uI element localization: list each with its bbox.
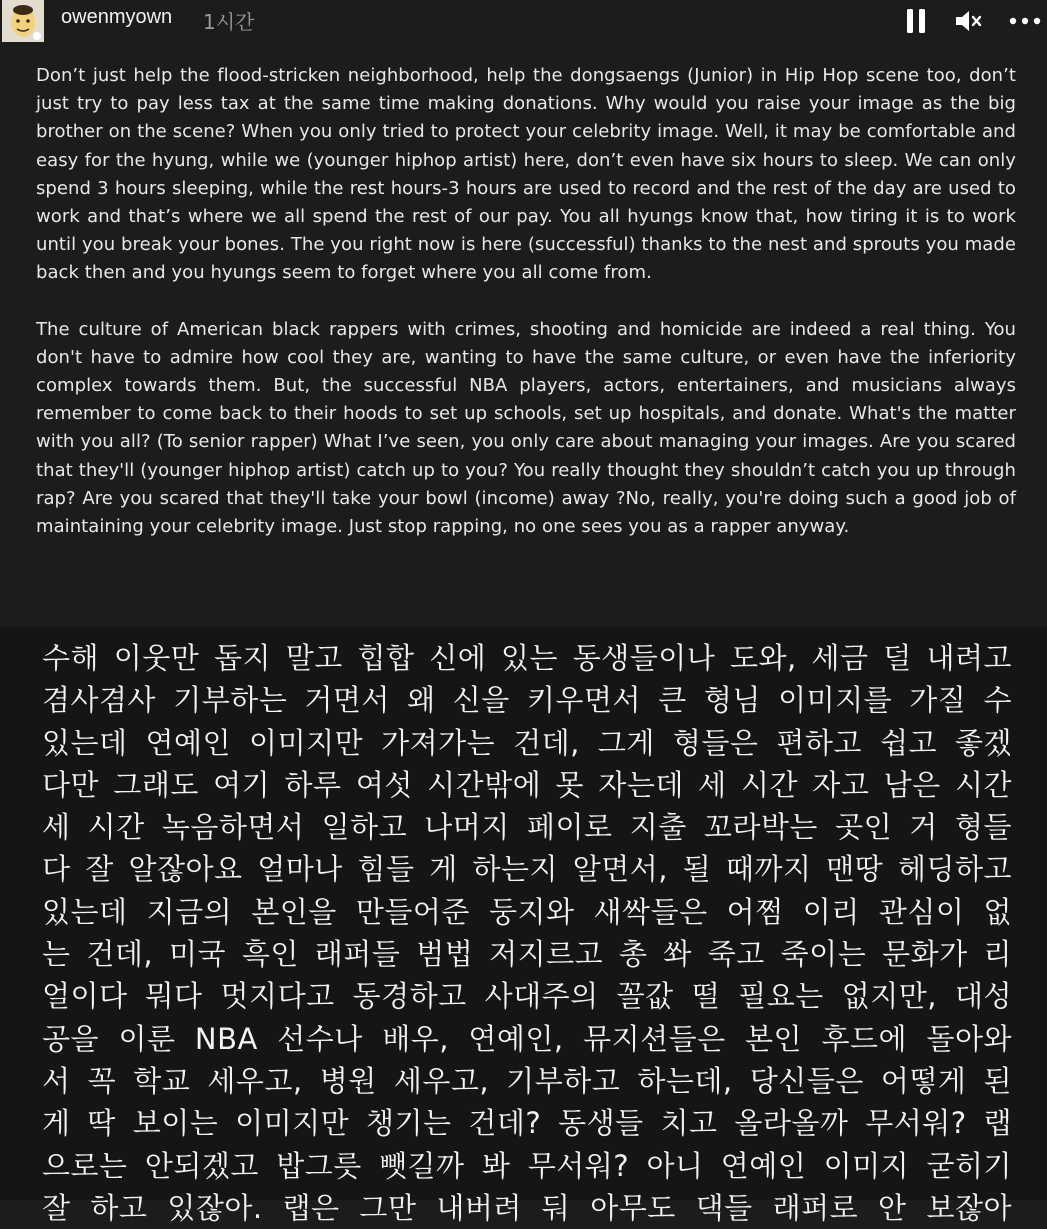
story-line: 공을 이룬 NBA 선수나 배우, 연예인, 뮤지션들은 본인 후드에 돌아와 <box>42 1021 1012 1056</box>
timestamp: 1시간 <box>203 10 255 34</box>
story-line: 있는데 연예인 이미지만 가져가는 건데, 그게 형들은 편하고 쉽고 좋겠 <box>42 725 1012 760</box>
story-line: 으로는 안되겠고 밥그릇 뺏길까 봐 무서워? 아니 연예인 이미지 굳히기 <box>42 1148 1012 1183</box>
speaker-muted-icon <box>953 6 983 36</box>
more-button[interactable] <box>1007 6 1043 36</box>
story-line: 다 잘 알잖아요 얼마나 힘들 게 하는지 알면서, 될 때까지 맨땅 헤딩하고 <box>42 852 1012 887</box>
mute-button[interactable] <box>953 6 983 36</box>
story-header <box>0 0 1047 44</box>
story-line: 얼이다 뭐다 멋지다고 동경하고 사대주의 꼴값 떨 필요는 없지만, 대성 <box>42 979 1012 1014</box>
story-line: 세 시간 녹음하면서 일하고 나머지 페이로 지출 꼬라박는 곳인 거 형들 <box>42 810 1012 845</box>
avatar-face-icon <box>2 0 44 42</box>
caption-paragraph: The culture of American black rappers with crimes, shooting and homicide are indeed a real thing. You don't have to admire how cool they are, wanting to have the same culture, or even have the inferiority complex towards them. But, the successful NBA players, actors, entertainers, and musicians always remember to come back to their hoods to set up schools, set up hospitals, and donate. What's the matter with you all? (To senior rapper) What I’ve seen, you only care about managing your images. Are you scared that they'll (younger hiphop artist) catch up to you? You really thought they shouldn’t catch you up through rap? Are you scared that they'll take your bowl (income) away ?No, really, you're doing such a good job of maintaining your celebrity image. Just stop rapping, no one sees you as a rapper anyway. <box>36 318 1016 538</box>
story-line: 다만 그래도 여기 하루 여섯 시간밖에 못 자는데 세 시간 자고 남은 시간 <box>42 767 1012 802</box>
story-line: 는 건데, 미국 흑인 래퍼들 범법 저지르고 총 쏴 죽고 죽이는 문화가 리 <box>42 937 1012 972</box>
story-line: 겸사겸사 기부하는 거면서 왜 신을 키우면서 큰 형님 이미지를 가질 수 <box>42 683 1012 718</box>
translation-caption <box>36 62 1016 541</box>
story-line: 게 딱 보이는 이미지만 챙기는 건데? 동생들 치고 올라올까 무서워? 랩 <box>42 1106 1012 1141</box>
username[interactable]: owenmyown <box>61 6 173 28</box>
more-horizontal-icon <box>1007 6 1043 36</box>
pause-button[interactable] <box>904 6 928 36</box>
story-text <box>42 637 1012 1229</box>
story-image <box>0 627 1047 1225</box>
story-line: 있는데 지금의 본인을 만들어준 둥지와 새싹들은 어쩜 이리 관심이 없 <box>42 894 1012 929</box>
avatar[interactable] <box>2 0 44 42</box>
story-line: 잘 하고 있잖아. 랩은 그만 내버려 둬 아무도 댁들 래퍼로 안 보잖아 <box>42 1190 1012 1225</box>
caption-paragraph: Don’t just help the flood-stricken neighborhood, help the dongsaengs (Junior) in Hip Hop scene too, don’t just try to pay less tax at the same time making donations. Why would you raise your image as the big brother on the scene? When you only tried to protect your celebrity image. Well, it may be comfortable and easy for the hyung, while we (younger hiphop artist) here, don’t even have six hours to sleep. We can only spend 3 hours sleeping, while the rest hours-3 hours are used to record and the rest of the day are used to work and that’s where we all spend the rest of our pay. You all hyungs know that, how tiring it is to work until you break your bones. The you right now is here (successful) thanks to the nest and sprouts you made back then and you hyungs seem to forget where you all come from. <box>36 65 1016 284</box>
story-line: 수해 이웃만 돕지 말고 힙합 신에 있는 동생들이나 도와, 세금 덜 내려고 <box>42 641 1012 675</box>
pause-icon <box>904 6 928 36</box>
story-line: 서 꼭 학교 세우고, 병원 세우고, 기부하고 하는데, 당신들은 어떻게 된 <box>42 1063 1012 1098</box>
